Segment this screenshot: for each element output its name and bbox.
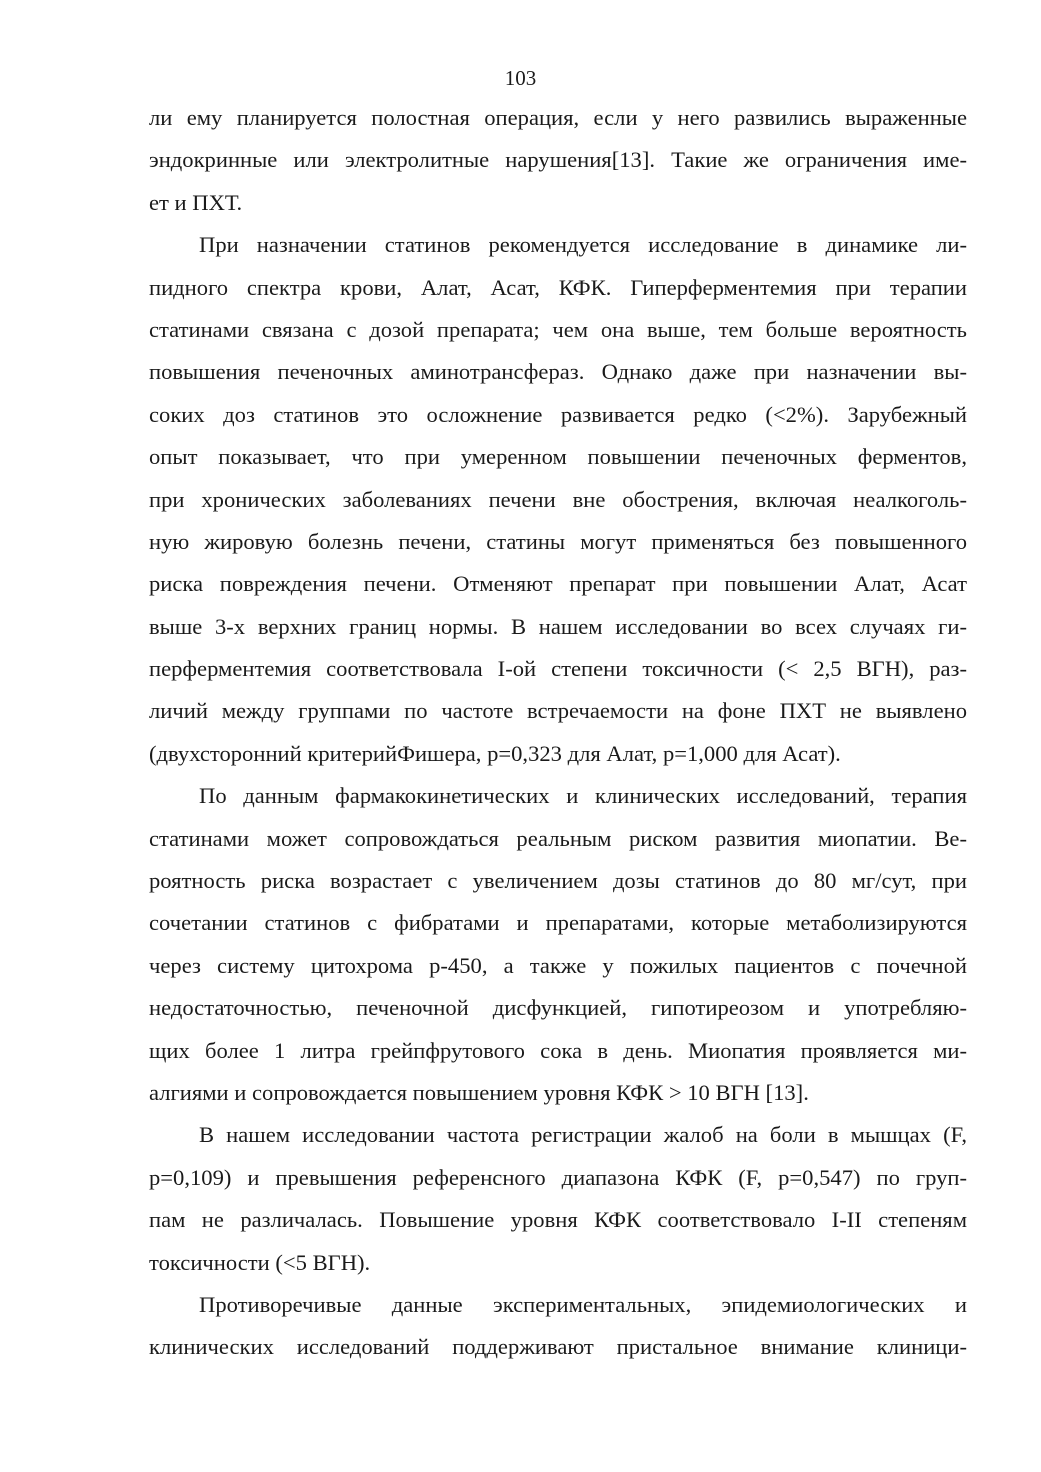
- text-line: ет и ПХТ.: [149, 189, 243, 215]
- text-line: через систему цитохрома р-450, а также у пожилых пациентов с почечной: [149, 952, 967, 978]
- text-line: токсичности (<5 ВГН).: [149, 1249, 371, 1275]
- text-line: эндокринные или электролитные нарушения[13]. Такие же ограничения име-: [149, 147, 967, 173]
- text-line: щих более 1 литра грейпфрутового сока в день. Миопатия проявляется ми-: [149, 1037, 967, 1063]
- text-line: роятность риска возрастает с увеличением дозы статинов до 80 мг/сут, при: [149, 868, 967, 894]
- text-line: повышения печеночных аминотрансфераз. Однако даже при назначении вы-: [149, 359, 967, 385]
- text-line: выше 3-х верхних границ нормы. В нашем исследовании во всех случаях ги-: [149, 613, 967, 639]
- text-line: соких доз статинов это осложнение развивается редко (<2%). Зарубежный: [149, 401, 967, 427]
- text-line: сочетании статинов с фибратами и препаратами, которые метаболизируются: [149, 910, 967, 936]
- text-line: статинами связана с дозой препарата; чем она выше, тем больше вероятность: [149, 316, 967, 342]
- text-line: ную жировую болезнь печени, статины могут применяться без повышенного: [149, 528, 967, 554]
- text-line: при хронических заболеваниях печени вне обострения, включая неалкоголь-: [149, 486, 967, 512]
- text-line: личий между группами по частоте встречаемости на фоне ПХТ не выявлено: [149, 698, 967, 724]
- page-number: 103: [504, 66, 537, 90]
- text-line: клинических исследований поддерживают пристальное внимание клиници-: [149, 1334, 967, 1360]
- text-line: В нашем исследовании частота регистрации жалоб на боли в мышцах (F,: [199, 1122, 967, 1148]
- text-line: статинами может сопровождаться реальным риском развития миопатии. Ве-: [149, 825, 967, 851]
- text-line: риска повреждения печени. Отменяют препарат при повышении Алат, Асат: [149, 571, 967, 597]
- text-line: (двухсторонний критерийФишера, p=0,323 для Алат, p=1,000 для Асат).: [149, 740, 841, 766]
- body-text: [149, 97, 967, 1369]
- text-line: пам не различалась. Повышение уровня КФК соответствовало I-II степеням: [149, 1207, 967, 1233]
- text-line: пидного спектра крови, Алат, Асат, КФК. Гиперферментемия при терапии: [149, 274, 967, 300]
- text-line: перферментемия соответствовала I-ой степени токсичности (< 2,5 ВГН), раз-: [149, 656, 967, 682]
- text-line: p=0,109) и превышения референсного диапазона КФК (F, p=0,547) по груп-: [149, 1164, 967, 1190]
- text-line: недостаточностью, печеночной дисфункцией, гипотиреозом и употребляю-: [149, 995, 967, 1021]
- text-line: ли ему планируется полостная операция, если у него развились выраженные: [149, 105, 967, 130]
- text-line: При назначении статинов рекомендуется исследование в динамике ли-: [199, 232, 967, 258]
- text-line: Противоречивые данные экспериментальных, эпидемиологических и: [199, 1291, 967, 1317]
- text-line: опыт показывает, что при умеренном повышении печеночных ферментов,: [149, 444, 967, 470]
- text-line: По данным фармакокинетических и клинических исследований, терапия: [199, 783, 967, 809]
- text-line: алгиями и сопровождается повышением уровня КФК > 10 ВГН [13].: [149, 1079, 809, 1105]
